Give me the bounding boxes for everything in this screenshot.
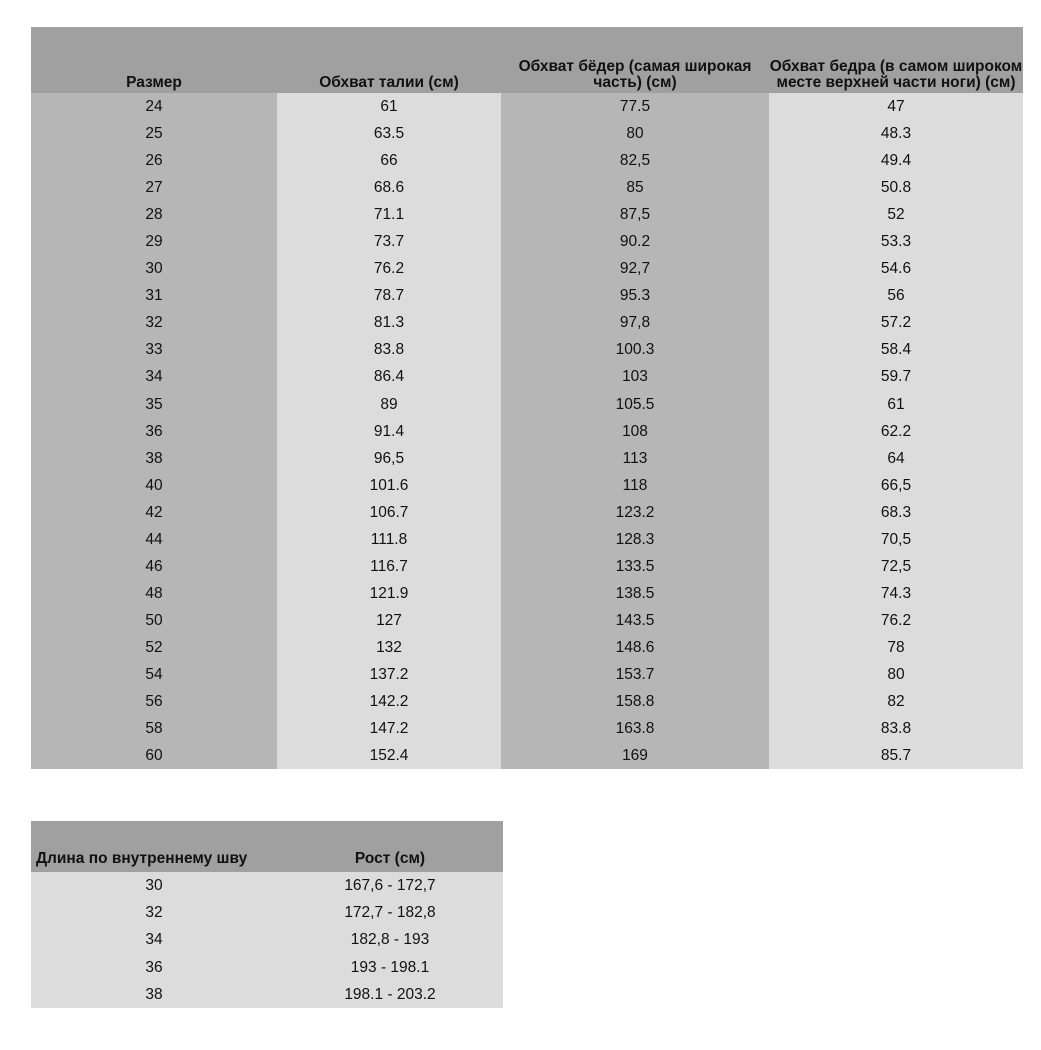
table-cell: 83.8 bbox=[769, 715, 1023, 742]
table-cell: 61 bbox=[277, 93, 501, 120]
inseam-table bbox=[31, 821, 503, 1008]
table-cell: 78 bbox=[769, 634, 1023, 661]
table-cell: 132 bbox=[277, 634, 501, 661]
table-cell: 82,5 bbox=[501, 147, 769, 174]
table-cell: 163.8 bbox=[501, 715, 769, 742]
table-cell: 71.1 bbox=[277, 201, 501, 228]
table-row bbox=[31, 228, 1023, 255]
table-cell: 182,8 - 193 bbox=[277, 926, 503, 953]
table-cell: 33 bbox=[31, 336, 277, 363]
table-row bbox=[31, 174, 1023, 201]
table-cell: 59.7 bbox=[769, 363, 1023, 390]
table-cell: 133.5 bbox=[501, 553, 769, 580]
table-cell: 85.7 bbox=[769, 742, 1023, 769]
table-cell: 54 bbox=[31, 661, 277, 688]
table-cell: 121.9 bbox=[277, 580, 501, 607]
table-cell: 80 bbox=[769, 661, 1023, 688]
table-cell: 85 bbox=[501, 174, 769, 201]
table-cell: 25 bbox=[31, 120, 277, 147]
inseam-table-header-row bbox=[31, 821, 503, 872]
table-cell: 48 bbox=[31, 580, 277, 607]
table-cell: 28 bbox=[31, 201, 277, 228]
header-inseam: Длина по внутреннему шву bbox=[31, 821, 277, 872]
table-cell: 167,6 - 172,7 bbox=[277, 872, 503, 899]
table-cell: 158.8 bbox=[501, 688, 769, 715]
table-cell: 36 bbox=[31, 954, 277, 981]
size-table-header-row bbox=[31, 27, 1023, 93]
table-cell: 103 bbox=[501, 363, 769, 390]
table-cell: 72,5 bbox=[769, 553, 1023, 580]
header-thigh: Обхват бедра (в самом широком месте верхней части ноги) (см) bbox=[769, 27, 1023, 93]
table-cell: 97,8 bbox=[501, 309, 769, 336]
table-cell: 61 bbox=[769, 391, 1023, 418]
table-cell: 193 - 198.1 bbox=[277, 954, 503, 981]
table-row bbox=[31, 742, 1023, 769]
table-cell: 78.7 bbox=[277, 282, 501, 309]
table-cell: 56 bbox=[31, 688, 277, 715]
header-hips: Обхват бёдер (самая широкая часть) (см) bbox=[501, 27, 769, 93]
table-cell: 128.3 bbox=[501, 526, 769, 553]
table-cell: 58.4 bbox=[769, 336, 1023, 363]
table-cell: 57.2 bbox=[769, 309, 1023, 336]
table-cell: 108 bbox=[501, 418, 769, 445]
table-cell: 73.7 bbox=[277, 228, 501, 255]
table-cell: 36 bbox=[31, 418, 277, 445]
table-cell: 116.7 bbox=[277, 553, 501, 580]
table-row bbox=[31, 120, 1023, 147]
table-cell: 29 bbox=[31, 228, 277, 255]
table-cell: 77.5 bbox=[501, 93, 769, 120]
table-row bbox=[31, 255, 1023, 282]
table-row bbox=[31, 147, 1023, 174]
table-row bbox=[31, 607, 1023, 634]
table-cell: 89 bbox=[277, 391, 501, 418]
table-row bbox=[31, 981, 503, 1008]
table-cell: 70,5 bbox=[769, 526, 1023, 553]
table-cell: 142.2 bbox=[277, 688, 501, 715]
table-cell: 80 bbox=[501, 120, 769, 147]
table-cell: 198.1 - 203.2 bbox=[277, 981, 503, 1008]
table-cell: 31 bbox=[31, 282, 277, 309]
table-row bbox=[31, 472, 1023, 499]
table-row bbox=[31, 418, 1023, 445]
table-cell: 38 bbox=[31, 981, 277, 1008]
table-row bbox=[31, 688, 1023, 715]
table-cell: 40 bbox=[31, 472, 277, 499]
table-row bbox=[31, 899, 503, 926]
table-cell: 68.3 bbox=[769, 499, 1023, 526]
table-cell: 35 bbox=[31, 391, 277, 418]
table-cell: 153.7 bbox=[501, 661, 769, 688]
table-cell: 92,7 bbox=[501, 255, 769, 282]
table-cell: 27 bbox=[31, 174, 277, 201]
table-row bbox=[31, 93, 1023, 120]
table-cell: 105.5 bbox=[501, 391, 769, 418]
table-cell: 111.8 bbox=[277, 526, 501, 553]
table-cell: 81.3 bbox=[277, 309, 501, 336]
header-waist: Обхват талии (см) bbox=[277, 27, 501, 93]
table-cell: 44 bbox=[31, 526, 277, 553]
table-cell: 30 bbox=[31, 872, 277, 899]
table-cell: 66 bbox=[277, 147, 501, 174]
table-row bbox=[31, 363, 1023, 390]
table-cell: 52 bbox=[769, 201, 1023, 228]
table-cell: 113 bbox=[501, 445, 769, 472]
table-row bbox=[31, 954, 503, 981]
table-row bbox=[31, 926, 503, 953]
table-row bbox=[31, 526, 1023, 553]
table-row bbox=[31, 309, 1023, 336]
table-cell: 86.4 bbox=[277, 363, 501, 390]
table-row bbox=[31, 499, 1023, 526]
table-cell: 50 bbox=[31, 607, 277, 634]
table-cell: 46 bbox=[31, 553, 277, 580]
table-cell: 58 bbox=[31, 715, 277, 742]
table-cell: 64 bbox=[769, 445, 1023, 472]
table-row bbox=[31, 282, 1023, 309]
table-cell: 74.3 bbox=[769, 580, 1023, 607]
table-cell: 127 bbox=[277, 607, 501, 634]
table-cell: 101.6 bbox=[277, 472, 501, 499]
table-row bbox=[31, 201, 1023, 228]
table-cell: 52 bbox=[31, 634, 277, 661]
table-cell: 76.2 bbox=[277, 255, 501, 282]
table-cell: 38 bbox=[31, 445, 277, 472]
table-row bbox=[31, 634, 1023, 661]
table-cell: 96,5 bbox=[277, 445, 501, 472]
table-cell: 106.7 bbox=[277, 499, 501, 526]
table-cell: 143.5 bbox=[501, 607, 769, 634]
table-row bbox=[31, 336, 1023, 363]
table-row bbox=[31, 661, 1023, 688]
table-cell: 66,5 bbox=[769, 472, 1023, 499]
table-cell: 91.4 bbox=[277, 418, 501, 445]
table-cell: 47 bbox=[769, 93, 1023, 120]
table-cell: 32 bbox=[31, 309, 277, 336]
table-cell: 60 bbox=[31, 742, 277, 769]
table-cell: 48.3 bbox=[769, 120, 1023, 147]
table-cell: 49.4 bbox=[769, 147, 1023, 174]
table-cell: 137.2 bbox=[277, 661, 501, 688]
table-cell: 34 bbox=[31, 926, 277, 953]
table-cell: 68.6 bbox=[277, 174, 501, 201]
table-cell: 34 bbox=[31, 363, 277, 390]
table-cell: 56 bbox=[769, 282, 1023, 309]
table-cell: 118 bbox=[501, 472, 769, 499]
table-cell: 30 bbox=[31, 255, 277, 282]
table-cell: 90.2 bbox=[501, 228, 769, 255]
size-table bbox=[31, 27, 1023, 769]
table-cell: 82 bbox=[769, 688, 1023, 715]
table-row bbox=[31, 872, 503, 899]
table-cell: 100.3 bbox=[501, 336, 769, 363]
table-cell: 83.8 bbox=[277, 336, 501, 363]
table-cell: 63.5 bbox=[277, 120, 501, 147]
table-cell: 24 bbox=[31, 93, 277, 120]
table-cell: 42 bbox=[31, 499, 277, 526]
table-row bbox=[31, 580, 1023, 607]
header-size: Размер bbox=[31, 27, 277, 93]
table-row bbox=[31, 715, 1023, 742]
table-cell: 138.5 bbox=[501, 580, 769, 607]
table-row bbox=[31, 445, 1023, 472]
table-cell: 26 bbox=[31, 147, 277, 174]
table-cell: 87,5 bbox=[501, 201, 769, 228]
table-cell: 50.8 bbox=[769, 174, 1023, 201]
table-cell: 148.6 bbox=[501, 634, 769, 661]
table-cell: 123.2 bbox=[501, 499, 769, 526]
table-row bbox=[31, 553, 1023, 580]
table-cell: 32 bbox=[31, 899, 277, 926]
table-cell: 169 bbox=[501, 742, 769, 769]
table-cell: 62.2 bbox=[769, 418, 1023, 445]
table-cell: 53.3 bbox=[769, 228, 1023, 255]
table-cell: 152.4 bbox=[277, 742, 501, 769]
header-height: Рост (см) bbox=[277, 821, 503, 872]
table-cell: 172,7 - 182,8 bbox=[277, 899, 503, 926]
table-cell: 147.2 bbox=[277, 715, 501, 742]
table-cell: 54.6 bbox=[769, 255, 1023, 282]
table-row bbox=[31, 391, 1023, 418]
table-cell: 95.3 bbox=[501, 282, 769, 309]
table-cell: 76.2 bbox=[769, 607, 1023, 634]
